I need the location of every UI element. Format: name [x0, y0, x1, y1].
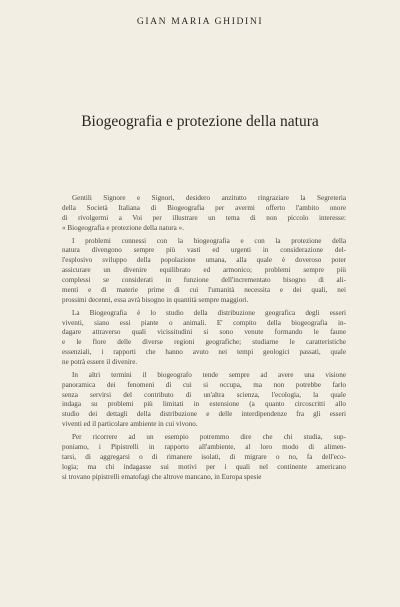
text-line: viventi ed il particolare ambiente in cui vivono. [62, 420, 198, 429]
body-paragraph [52, 237, 346, 306]
text-line: La Biogeografia è lo studio della distribuzione geografica degli esseri [72, 308, 346, 317]
text-line: di rivolgermi a Voi per illustrare un tema di non piccolo interesse: [62, 213, 346, 222]
author-name: GIAN MARIA GHIDINI [136, 16, 264, 27]
text-line: si trovano pipistrelli ematofagi che altrove mancano, in Europa spesie [62, 472, 262, 481]
text-line: e le flore delle diverse regioni geografiche; studiarne le caratteristiche [62, 338, 346, 347]
text-line: tarsi, di aggregarsi o di rimanere isolati, di migrare o no, fa dell'eco- [62, 452, 346, 461]
article-title: Biogeografia e protezione della natura [81, 113, 319, 130]
body-paragraph [52, 309, 346, 368]
text-line: assicurare un divenire equilibrato ed armonico; problemi sempre più [62, 266, 346, 275]
text-line: In altri termini il biogeografo tende sempre ad avere una visione [72, 370, 346, 379]
text-line: panoramica dei fenomeni di cui si occupa, ma non potrebbe farlo [62, 380, 346, 389]
text-line: prossimi decenni, essa avrà bisogno in quantità sempre maggiori. [62, 295, 249, 304]
article-body [52, 194, 346, 486]
text-line: Per ricorrere ad un esempio potremmo dire che chi studia, sup- [72, 433, 346, 442]
text-line: viventi, siano essi piante o animali. E' compito della biogeografia in- [62, 318, 346, 327]
text-line: poniamo, i Pipistrelli in rapporto all'ambiente, al loro modo di alimen- [62, 443, 346, 451]
text-line: « Biogeografia e protezione della natura ». [62, 223, 184, 232]
text-line: menti e di materie prime di cui l'umanità necessita e dei quali, nei [62, 285, 346, 294]
text-line: I problemi connessi con la biogeografia e con la protezione della [72, 236, 346, 245]
body-paragraph [52, 371, 346, 430]
text-line: complessi se considerati in funzione dell'incrementato bisogno di ali- [62, 275, 346, 284]
text-line: natura divengono sempre più vasti ed urgenti in considerazione del- [62, 246, 346, 255]
text-line: essenziali, i rapporti che hanno avuto nei tempi geologici passati, quale [62, 348, 346, 357]
body-paragraph [52, 194, 346, 233]
text-line: logia; ma chi indagasse sui motivi per i quali nel continente americano [62, 462, 346, 471]
text-line: studio dei dettagli della distribuzione e delle interdipendenze fra gli esseri [62, 410, 346, 419]
body-paragraph [52, 433, 346, 482]
text-line: indaga su problemi più limitati in estensione (a quanto circoscritti allo [62, 400, 346, 409]
text-line: Gentili Signore e Signori, desidero anzitutto ringraziare la Segreteria [72, 194, 346, 202]
text-line: senza servirsi del contributo di un'altra scienza, l'ecologia, la quale [62, 390, 346, 399]
text-line: dagare attraverso quali vicissitudini si sono venute formando le faune [62, 328, 346, 337]
text-line: l'esplosivo sviluppo della popolazione umana, alla quale è doveroso poter [62, 256, 346, 265]
text-line: ne potrà essere il divenire. [62, 357, 138, 366]
text-line: della Società Italiana di Biogeografia per avermi offerto l'ambito onore [62, 203, 346, 212]
